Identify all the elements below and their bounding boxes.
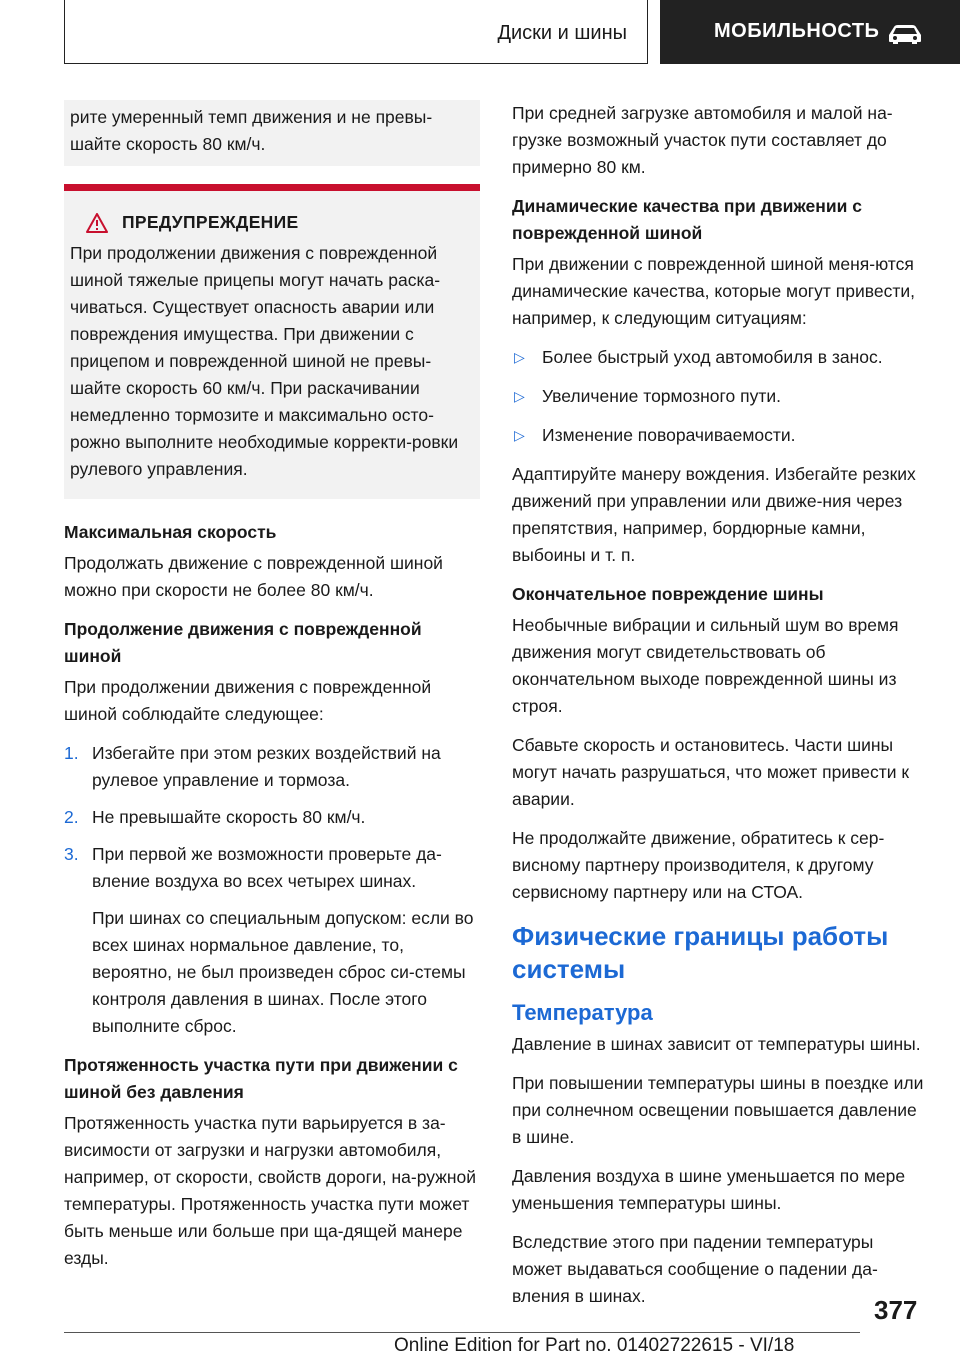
list-item bbox=[512, 344, 928, 371]
temperature-text: Давления воздуха в шине уменьшается по мере уменьшения температуры шины. bbox=[512, 1166, 906, 1213]
continued-text: рите умеренный темп движения и не превы-шайте скорость 80 км/ч. bbox=[70, 107, 433, 154]
step-number: 3. bbox=[64, 844, 79, 864]
car-icon bbox=[886, 23, 924, 45]
step-number: 2. bbox=[64, 807, 79, 827]
step-text: При первой же возможности проверьте да-вление воздуха во всех четырех шинах. bbox=[92, 844, 442, 891]
step-text: Избегайте при этом резких воздействий на рулевое управление и тормоза. bbox=[92, 743, 441, 790]
warning-box bbox=[64, 184, 480, 499]
bullet-arrow-icon: ▷ bbox=[514, 349, 525, 365]
list-item bbox=[64, 841, 480, 895]
limits-heading: Физические границы работы системы bbox=[512, 921, 889, 984]
max-speed-heading: Максимальная скорость bbox=[64, 522, 277, 542]
load-text: При средней загрузке автомобиля и малой на-грузке возможный участок пути составляет до примерно 80 км. bbox=[512, 103, 893, 177]
left-column bbox=[64, 100, 480, 1284]
continue-heading: Продолжение движения с поврежденной шиной bbox=[64, 619, 422, 666]
temperature-heading: Температура bbox=[512, 1000, 653, 1025]
bullet-text: Увеличение тормозного пути. bbox=[542, 386, 782, 406]
temperature-text: Вследствие этого при падении температуры может выдаваться сообщение о падении да-вления в шинах. bbox=[512, 1232, 878, 1306]
section-box bbox=[64, 0, 648, 64]
distance-text: Протяженность участка пути варьируется в за-висимости от загрузки и нагрузки автомобиля, например, от скорости, свойств дороги, на-ружной температуры. Протяженность участка пути может быть меньше или больше при ща-дящей манере езды. bbox=[64, 1113, 477, 1268]
dynamics-heading: Динамические качества при движении с поврежденной шиной bbox=[512, 196, 862, 243]
steps-list bbox=[64, 740, 480, 1040]
chapter-title: МОБИЛЬНОСТЬ bbox=[714, 20, 880, 42]
continue-text: При продолжении движения с поврежденной шиной соблюдайте следующее: bbox=[64, 677, 432, 724]
dynamics-text: При движении с поврежденной шиной меня-ются динамические качества, которые могут привести, например, к следующим ситуациям: bbox=[512, 254, 916, 328]
final-damage-text: Сбавьте скорость и остановитесь. Части шины могут начать разрушаться, что может привести к аварии. bbox=[512, 735, 910, 809]
distance-heading: Протяженность участка пути при движении с шиной без давления bbox=[64, 1055, 458, 1102]
final-damage-heading: Окончательное повреждение шины bbox=[512, 584, 824, 604]
warning-title-row bbox=[70, 209, 474, 236]
footer-text: Online Edition for Part no. 01402722615 - VI/18 bbox=[394, 1335, 795, 1356]
final-damage-text: Не продолжайте движение, обратитесь к сер-висному партнеру производителя, к другому сервисному партнеру или на СТОА. bbox=[512, 828, 885, 902]
list-item bbox=[64, 740, 480, 794]
list-item bbox=[64, 804, 480, 831]
warning-text: При продолжении движения с поврежденной шиной тяжелые прицепы могут начать раска-чиваться. Существует опасность аварии или повреждения имущества. При движении с прицепом и поврежденной шиной не превы-шайте скорость 60 км/ч. При раскачивании немедленно тормозите и максимально осто-рожно выполните необходимые корректи-ровки рулевого управления. bbox=[70, 243, 459, 479]
bullet-arrow-icon: ▷ bbox=[514, 427, 525, 443]
adapt-text: Адаптируйте манеру вождения. Избегайте резких движений при управлении или движе-ния через препятствия, например, бордюрные камни, выбоины и т. п. bbox=[512, 464, 916, 565]
bullet-arrow-icon: ▷ bbox=[514, 388, 525, 404]
step-note: При шинах со специальным допуском: если во всех шинах нормальное давление, то, вероятно, не был произведен сброс си-стемы контроля давления в шинах. После этого выполните сброс. bbox=[92, 908, 474, 1036]
footer-divider bbox=[64, 1332, 860, 1333]
warning-triangle-icon bbox=[86, 213, 108, 233]
dynamics-list bbox=[512, 344, 928, 449]
warning-title: ПРЕДУПРЕЖДЕНИЕ bbox=[122, 212, 299, 232]
step-number: 1. bbox=[64, 743, 79, 763]
step-text: Не превышайте скорость 80 км/ч. bbox=[92, 807, 366, 827]
final-damage-text: Необычные вибрации и сильный шум во время движения могут свидетельствовать об окончательном выходе поврежденной шины из строя. bbox=[512, 615, 899, 716]
continued-note bbox=[64, 100, 480, 166]
right-column bbox=[512, 100, 928, 1322]
page-header bbox=[0, 0, 960, 66]
bullet-text: Более быстрый уход автомобиля в занос. bbox=[542, 347, 883, 367]
max-speed-text: Продолжать движение с поврежденной шиной можно при скорости не более 80 км/ч. bbox=[64, 553, 443, 600]
section-title: Диски и шины bbox=[497, 22, 627, 44]
page-number: 377 bbox=[874, 1295, 918, 1325]
temperature-text: Давление в шинах зависит от температуры шины. bbox=[512, 1034, 921, 1054]
list-item bbox=[512, 383, 928, 410]
bullet-text: Изменение поворачиваемости. bbox=[542, 425, 796, 445]
list-item bbox=[512, 422, 928, 449]
chapter-box bbox=[660, 0, 960, 64]
temperature-text: При повышении температуры шины в поездке или при солнечном освещении повышается давление в шине. bbox=[512, 1073, 924, 1147]
